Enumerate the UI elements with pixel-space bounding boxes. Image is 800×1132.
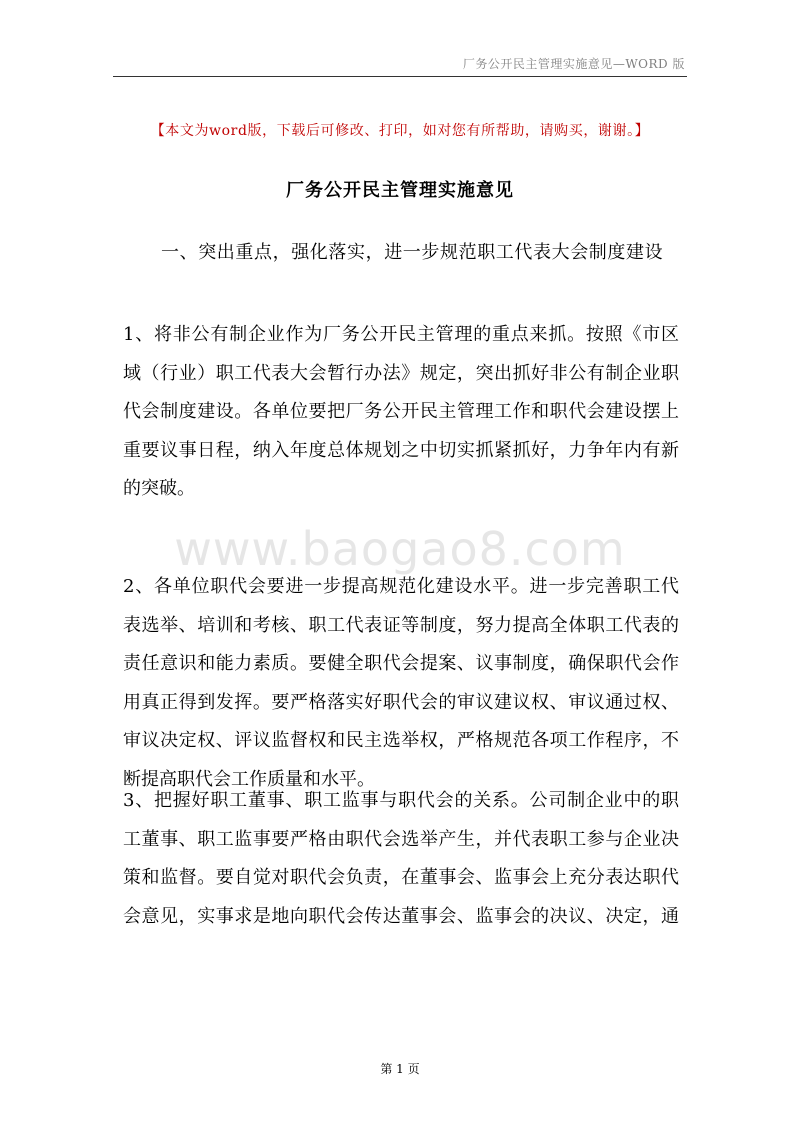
section-heading: 一、突出重点，强化落实，进一步规范职工代表大会制度建设	[161, 242, 664, 263]
page-header	[113, 52, 687, 77]
watermark: www.baogao8.com	[174, 522, 626, 576]
running-title: 厂务公开民主管理实施意见—WORD 版	[462, 57, 685, 71]
document-title: 厂务公开民主管理实施意见	[286, 180, 514, 201]
page-number: 第 1 页	[380, 1062, 420, 1076]
paragraph-line: 代会制度建设。各单位要把厂务公开民主管理工作和职代会建设摆上	[123, 401, 679, 423]
paragraph-line: 责任意识和能力素质。要健全职代会提案、议事制度，确保职代会作	[123, 653, 679, 675]
paragraph-line: 的突破。	[123, 478, 195, 500]
paragraph-line: 工董事、职工监事要严格由职代会选举产生，并代表职工参与企业决	[123, 828, 679, 850]
paragraph-line: 2、各单位职代会要进一步提高规范化建设水平。进一步完善职工代	[123, 576, 679, 597]
paragraph-1	[123, 316, 679, 509]
paragraph-3	[123, 782, 679, 936]
paragraph-line: 用真正得到发挥。要严格落实好职代会的审议建议权、审议通过权、	[123, 691, 679, 713]
download-notice: 【本文为word版，下载后可修改、打印，如对您有所帮助，请购买，谢谢。】	[150, 123, 650, 139]
paragraph-line: 1、将非公有制企业作为厂务公开民主管理的重点来抓。按照《市区	[123, 324, 679, 345]
paragraph-line: 3、把握好职工董事、职工监事与职代会的关系。公司制企业中的职	[123, 790, 679, 811]
paragraph-line: 重要议事日程，纳入年度总体规划之中切实抓紧抓好，力争年内有新	[123, 439, 679, 461]
paragraph-line: 策和监督。要自觉对职代会负责，在董事会、监事会上充分表达职代	[123, 867, 679, 889]
paragraph-line: 会意见，实事求是地向职代会传达董事会、监事会的决议、决定，通	[123, 905, 679, 927]
paragraph-2	[123, 568, 679, 800]
paragraph-line: 表选举、培训和考核、职工代表证等制度，努力提高全体职工代表的	[123, 614, 679, 636]
paragraph-line: 审议决定权、评议监督权和民主选举权，严格规范各项工作程序，不	[123, 730, 679, 752]
paragraph-line: 断提高职代会工作质量和水平。	[123, 768, 375, 790]
paragraph-line: 域（行业）职工代表大会暂行办法》规定，突出抓好非公有制企业职	[123, 362, 679, 384]
